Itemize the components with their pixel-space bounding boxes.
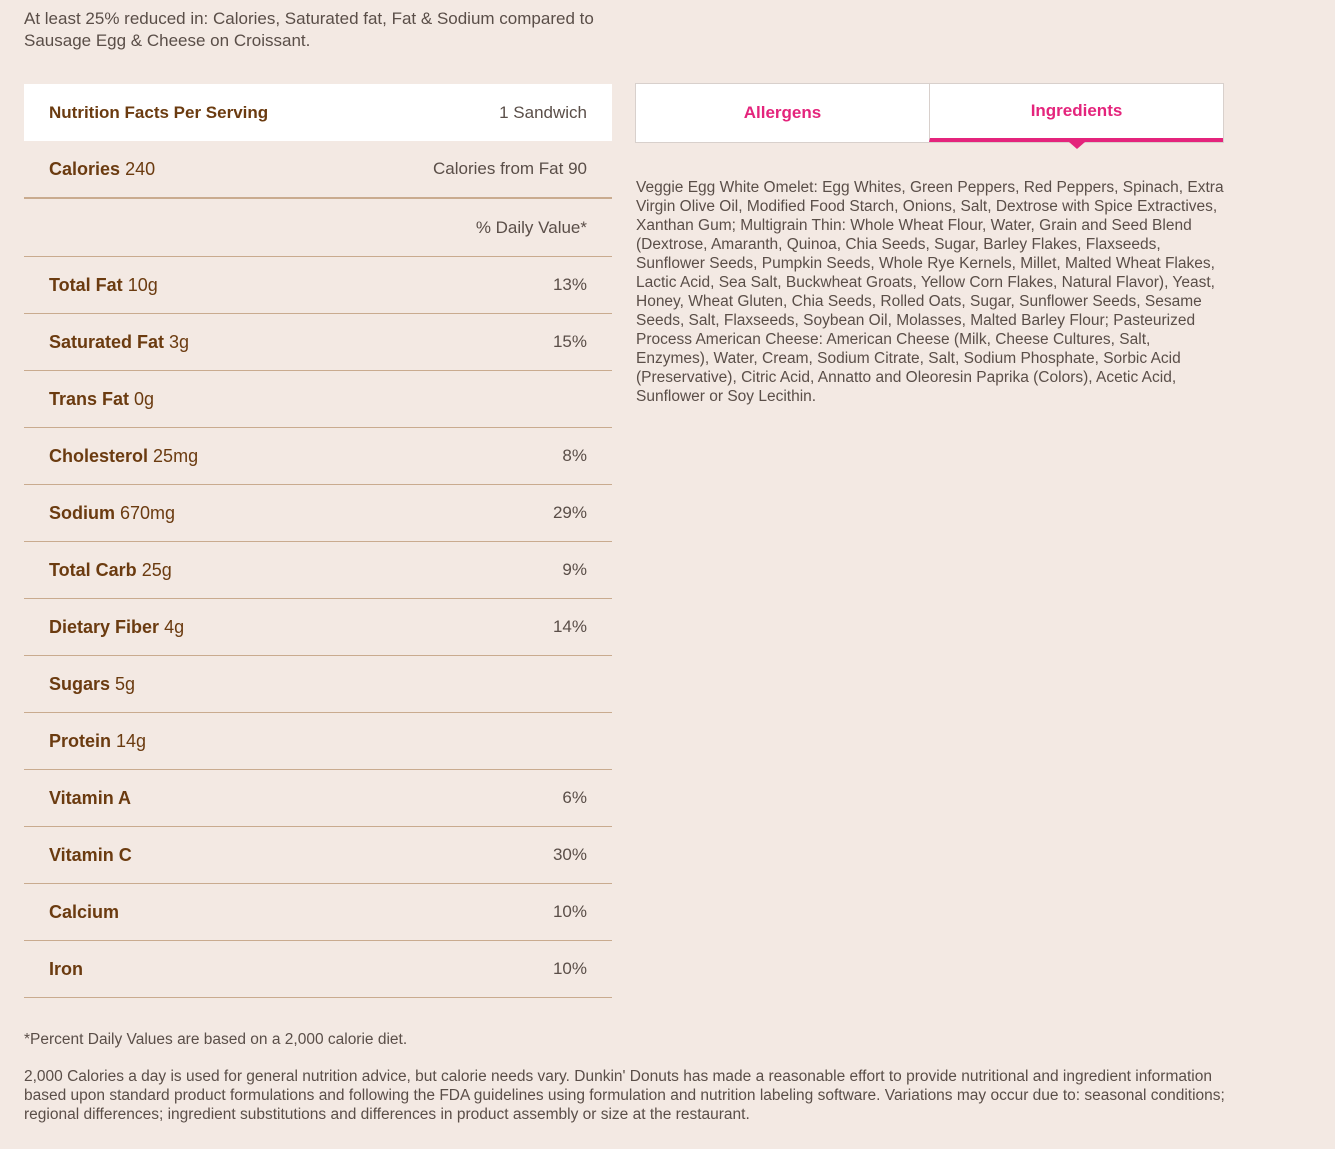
nutrient-daily-value: 13% [552, 275, 587, 294]
nutrient-amount: 0g [134, 388, 155, 409]
nutrient-row [24, 257, 612, 314]
daily-value-footnote: *Percent Daily Values are based on a 2,000 calorie diet. [24, 1031, 408, 1048]
daily-value-header-row [24, 199, 612, 257]
nutrient-row [24, 371, 612, 428]
nutrient-label [49, 617, 184, 638]
nutrient-daily-value: 6% [562, 788, 587, 807]
info-tabs [635, 83, 1224, 143]
nutrient-amount: 5g [115, 673, 136, 694]
nutrient-daily-value: 10% [552, 902, 587, 921]
tab-ingredients[interactable] [929, 84, 1223, 142]
daily-value-header: % Daily Value* [475, 217, 587, 237]
nutrient-row [24, 713, 612, 770]
nutrient-row [24, 542, 612, 599]
tab-allergens-label: Allergens [743, 103, 822, 122]
nutrient-label [49, 275, 158, 296]
nutrient-name: Trans Fat [49, 388, 130, 409]
nutrition-header [24, 84, 612, 141]
nutrient-row [24, 428, 612, 485]
calories-value: 240 [125, 158, 156, 179]
nutrient-daily-value: 15% [552, 332, 587, 351]
nutrient-row [24, 485, 612, 542]
nutrient-name: Total Fat [49, 274, 123, 295]
nutrient-amount: 670mg [120, 502, 176, 523]
nutrient-name: Sugars [49, 673, 111, 694]
nutrient-name: Vitamin C [49, 844, 132, 865]
nutrient-name: Total Carb [49, 559, 137, 580]
nutrient-label [49, 674, 135, 695]
nutrient-label [49, 389, 154, 410]
nutrient-name: Iron [49, 958, 83, 979]
nutrient-row [24, 314, 612, 371]
calories-from-fat: Calories from Fat 90 [433, 159, 587, 178]
nutrient-daily-value: 10% [552, 959, 587, 978]
nutrient-amount: 4g [164, 616, 185, 637]
nutrient-amount: 25g [141, 559, 172, 580]
nutrient-label [49, 788, 131, 809]
calories-label [49, 159, 155, 180]
nutrient-daily-value: 8% [562, 446, 587, 465]
nutrient-daily-value: 9% [562, 560, 587, 579]
nutrition-disclaimer: 2,000 Calories a day is used for general nutrition advice, but calorie needs vary. Dunkin' Donuts has made a reasonable effort to provide nutritional and ingredient information based upon standard product formulations and following the FDA guidelines using formulation and nutrition labeling software. Variations may occur due to: seasonal conditions; regional differences; ingredient substitutions and differences in product assembly or size at the restaurant. [24, 1068, 1225, 1123]
nutrient-name: Protein [49, 730, 112, 751]
serving-size: 1 Sandwich [499, 102, 587, 122]
nutrient-row [24, 827, 612, 884]
nutrient-label [49, 731, 146, 752]
nutrition-header-label: Nutrition Facts Per Serving [49, 102, 269, 122]
nutrient-amount: 14g [116, 730, 147, 751]
nutrient-daily-value: 14% [552, 617, 587, 636]
nutrient-label [49, 503, 175, 524]
nutrient-amount: 3g [169, 331, 190, 352]
reduction-note: At least 25% reduced in: Calories, Saturated fat, Fat & Sodium compared to Sausage Egg & Cheese on Croissant. [24, 9, 594, 50]
nutrient-name: Calcium [49, 901, 120, 922]
nutrient-daily-value: 30% [552, 845, 587, 864]
tab-allergens[interactable] [636, 84, 929, 142]
nutrient-name: Vitamin A [49, 787, 132, 808]
nutrient-name: Sodium [49, 502, 115, 523]
calories-row [24, 141, 612, 199]
tab-ingredients-label: Ingredients [1030, 101, 1123, 120]
ingredients-text: Veggie Egg White Omelet: Egg Whites, Green Peppers, Red Peppers, Spinach, Extra Virgin Olive Oil, Modified Food Starch, Onions, Salt, Dextrose with Spice Extractives, Xanthan Gum; Multigrain Thin: Whole Wheat Flour, Water, Grain and Seed Blend (Dextrose, Amaranth, Quinoa, Chia Seeds, Sugar, Barley Flakes, Flaxseeds, Sunflower Seeds, Pumpkin Seeds, Whole Rye Kernels, Millet, Malted Wheat Flakes, Lactic Acid, Sea Salt, Buckwheat Groats, Yellow Corn Flakes, Natural Flavor), Yeast, Honey, Wheat Gluten, Chia Seeds, Rolled Oats, Sugar, Sunflower Seeds, Sesame Seeds, Salt, Flaxseeds, Soybean Oil, Molasses, Malted Barley Flour; Pasteurized Process American Cheese: American Cheese (Milk, Cheese Cultures, Salt, Enzymes), Water, Cream, Sodium Citrate, Salt, Sodium Phosphate, Sorbic Acid (Preservative), Citric Acid, Annatto and Oleoresin Paprika (Colors), Acetic Acid, Sunflower or Soy Lecithin. [636, 179, 1224, 405]
nutrient-amount: 10g [127, 274, 158, 295]
nutrient-label [49, 332, 189, 353]
nutrient-label [49, 959, 83, 980]
nutrient-label [49, 902, 119, 923]
nutrient-row [24, 656, 612, 713]
nutrient-label [49, 845, 132, 866]
active-tab-caret-icon [1069, 142, 1085, 149]
nutrient-amount: 25mg [153, 445, 199, 466]
nutrition-facts-table [24, 84, 612, 998]
nutrient-row [24, 884, 612, 941]
nutrient-row [24, 941, 612, 998]
nutrient-daily-value: 29% [552, 503, 587, 522]
nutrient-name: Dietary Fiber [49, 616, 160, 637]
nutrient-label [49, 560, 172, 581]
nutrient-name: Saturated Fat [49, 331, 165, 352]
calories-name: Calories [49, 158, 121, 179]
nutrient-row [24, 770, 612, 827]
nutrient-row [24, 599, 612, 656]
nutrient-rows [24, 257, 612, 998]
nutrient-label [49, 446, 198, 467]
nutrient-name: Cholesterol [49, 445, 149, 466]
